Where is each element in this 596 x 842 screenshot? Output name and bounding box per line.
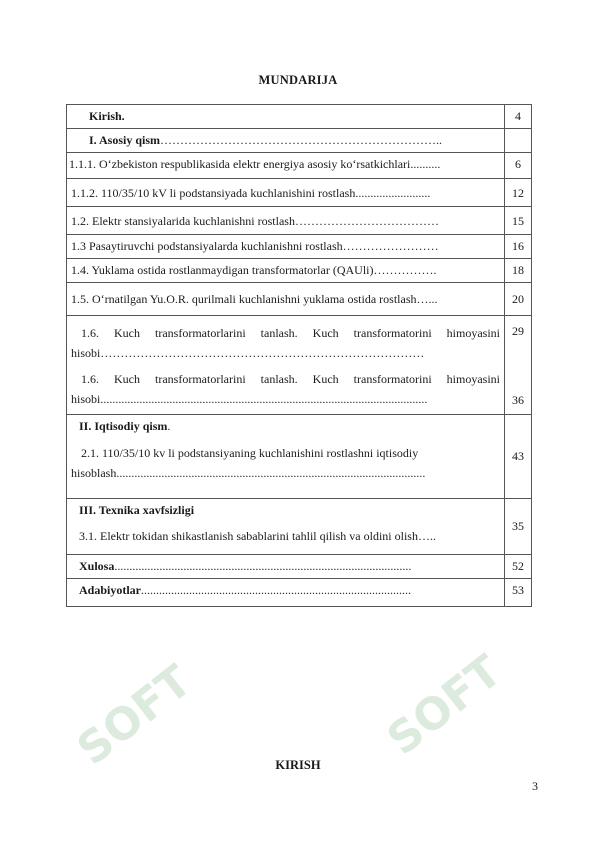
toc-entry: 1.1.1. O‘zbekiston respublikasida elektr energiya asosiy ko‘rsatkichlari.......... [69, 157, 441, 171]
toc-entry: 1.2. Elektr stansiyalarida kuchlanishni rostlash……………………………… [71, 214, 439, 228]
toc-heading [67, 415, 504, 438]
toc-page: 35 [512, 519, 524, 533]
toc-row [67, 153, 532, 179]
toc-row [67, 555, 532, 579]
toc-entry: 1.5. O‘rnatilgan Yu.O.R. qurilmali kuchlanishni yuklama ostida rostlash…... [71, 292, 438, 306]
section-heading: Xulosa [79, 559, 115, 573]
toc-page: 20 [512, 292, 524, 306]
toc-row [67, 179, 532, 207]
toc-entry-adabiyotlar [67, 579, 504, 602]
toc-entry-xulosa [67, 555, 504, 578]
toc-row [67, 283, 532, 316]
toc-row [67, 259, 532, 283]
section-heading: Adabiyotlar [79, 583, 142, 597]
toc-page: 16 [512, 239, 524, 253]
toc-row [67, 499, 532, 555]
toc-row [67, 129, 532, 153]
dot-leader: …………………………………………………………….. [160, 133, 443, 147]
toc-page: 4 [515, 109, 521, 123]
toc-row [67, 415, 532, 499]
section-heading: I. Asosiy qism [89, 133, 161, 147]
toc-entry-kirish: Kirish. [89, 109, 125, 123]
toc-row [67, 105, 532, 129]
watermark-left: SOFT [67, 655, 202, 776]
toc-entry: 1.6. Kuch transformatorlarini tanlash. Kuch transformatorini himoyasini hisobi……………………………………………………………………… [71, 326, 500, 360]
dot-leader: .......................................................................................... [141, 583, 412, 597]
toc-row [67, 316, 532, 415]
toc-page: 29 [512, 324, 524, 338]
section-heading: III. Texnika xavfsizligi [79, 503, 195, 517]
watermark-right: SOFT [377, 645, 512, 766]
toc-entry: 2.1. 110/35/10 kv li podstansiyaning kuchlanishini rostlashni iqtisodiy hisoblash....................................................................................................... [71, 446, 426, 480]
toc-table [66, 104, 532, 607]
toc-page: 6 [515, 157, 521, 171]
heading-dot: . [167, 419, 171, 433]
toc-page: 43 [512, 449, 524, 463]
toc-row [67, 207, 532, 235]
toc-page: 36 [512, 393, 524, 407]
toc-entry: 1.6. Kuch transformatorlarini tanlash. Kuch transformatorini himoyasini hisobi............................................................................................................. [71, 372, 500, 406]
toc-entry: 3.1. Elektr tokidan shikastlanish sabablarini tahlil qilish va oldini olish….. [79, 529, 436, 543]
toc-entry-asosiy [67, 129, 504, 152]
toc-entry: 1.4. Yuklama ostida rostlanmaydigan transformatorlar (QAUli)……………. [71, 263, 437, 277]
toc-row [67, 579, 532, 607]
toc-page: 15 [512, 214, 524, 228]
toc-page: 12 [512, 186, 524, 200]
toc-entry: 1.3 Pasaytiruvchi podstansiyalarda kuchlanishni rostlash…………………… [71, 239, 439, 253]
section-heading: II. Iqtisodiy qism [79, 419, 168, 433]
toc-page: 53 [512, 583, 524, 597]
page-number: 3 [532, 779, 538, 793]
toc-entry: 1.1.2. 110/35/10 kV li podstansiyada kuchlanishini rostlash......................... [71, 186, 431, 200]
toc-page: 18 [512, 263, 524, 277]
dot-leader: ................................................................................................... [114, 559, 412, 573]
page-title: MUNDARIJA [258, 73, 338, 87]
next-section-heading: KIRISH [275, 758, 321, 772]
toc-row [67, 235, 532, 259]
toc-page: 52 [512, 559, 524, 573]
